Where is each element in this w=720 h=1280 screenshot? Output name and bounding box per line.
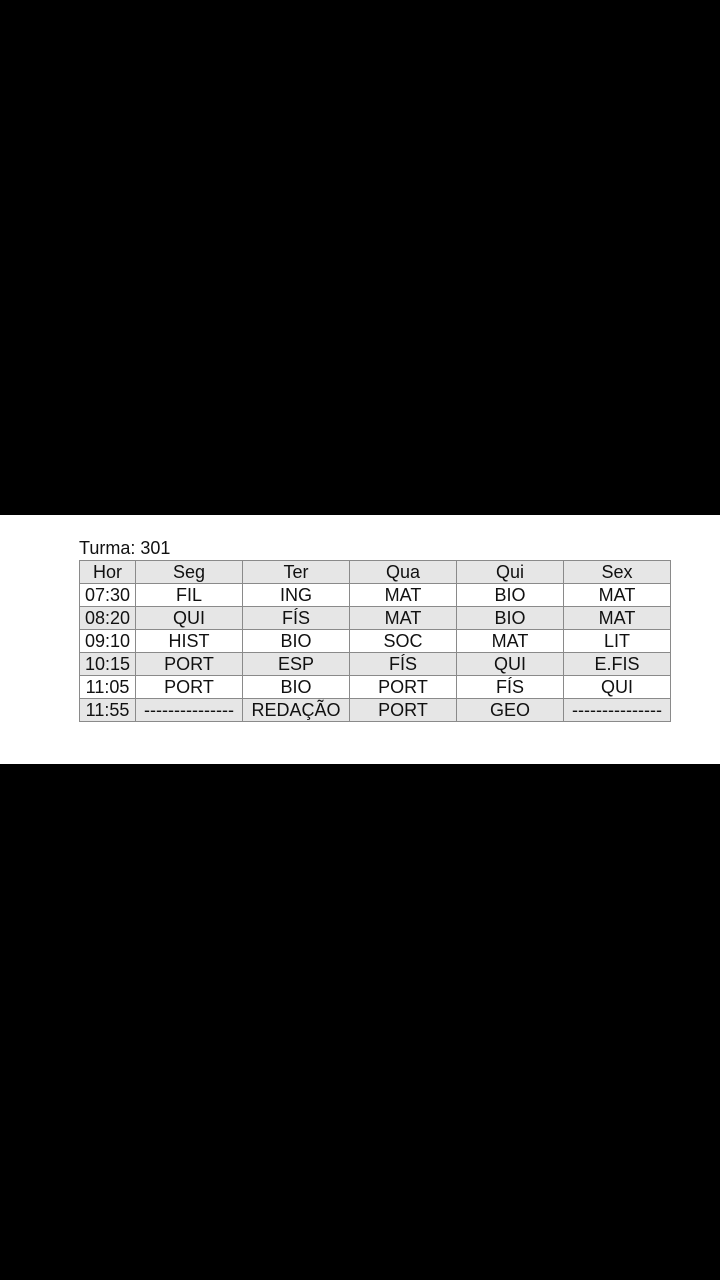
table-row [80,607,671,630]
table-cell: ING [243,584,350,607]
table-cell: FÍS [350,653,457,676]
table-cell: E.FIS [564,653,671,676]
table-cell: BIO [243,630,350,653]
table-cell: SOC [350,630,457,653]
table-cell: PORT [136,653,243,676]
table-cell: FÍS [243,607,350,630]
table-cell: --------------- [564,699,671,722]
table-cell: PORT [350,699,457,722]
table-cell: REDAÇÃO [243,699,350,722]
table-cell: FIL [136,584,243,607]
time-cell: 11:05 [80,676,136,699]
header-cell-qua: Qua [350,561,457,584]
table-cell: MAT [564,584,671,607]
table-cell: QUI [136,607,243,630]
header-cell-ter: Ter [243,561,350,584]
table-cell: MAT [350,607,457,630]
schedule-table [79,560,671,722]
table-cell: QUI [457,653,564,676]
header-cell-sex: Sex [564,561,671,584]
table-cell: HIST [136,630,243,653]
time-cell: 10:15 [80,653,136,676]
header-cell-qui: Qui [457,561,564,584]
time-cell: 09:10 [80,630,136,653]
time-cell: 11:55 [80,699,136,722]
class-caption: Turma: 301 [79,538,171,558]
table-row [80,630,671,653]
table-cell: --------------- [136,699,243,722]
table-cell: QUI [564,676,671,699]
table-cell: BIO [457,607,564,630]
table-cell: PORT [136,676,243,699]
table-cell: BIO [457,584,564,607]
table-row [80,676,671,699]
header-row [80,561,671,584]
table-cell: MAT [350,584,457,607]
header-cell-hor: Hor [80,561,136,584]
table-row [80,584,671,607]
table-cell: PORT [350,676,457,699]
table-cell: GEO [457,699,564,722]
table-cell: BIO [243,676,350,699]
table-cell: MAT [564,607,671,630]
table-cell: LIT [564,630,671,653]
table-cell: ESP [243,653,350,676]
time-cell: 08:20 [80,607,136,630]
table-cell: MAT [457,630,564,653]
header-cell-seg: Seg [136,561,243,584]
table-row [80,699,671,722]
time-cell: 07:30 [80,584,136,607]
table-row [80,653,671,676]
table-cell: FÍS [457,676,564,699]
